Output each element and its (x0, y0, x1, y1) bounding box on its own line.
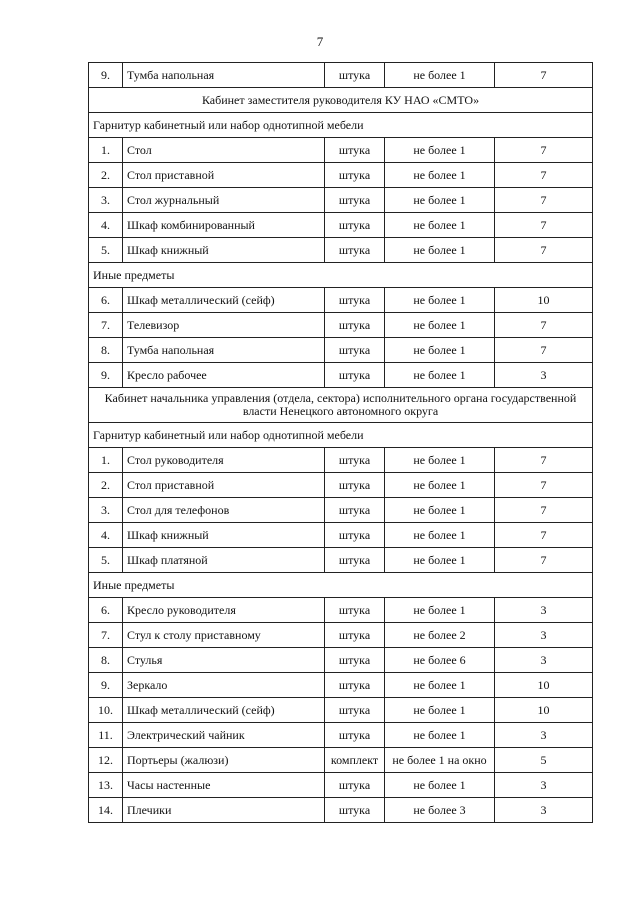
row-number: 3. (89, 188, 123, 213)
section-header-row (89, 88, 593, 113)
row-number: 2. (89, 473, 123, 498)
unit-of-measure: штука (325, 498, 385, 523)
service-life-years: 5 (495, 748, 593, 773)
quantity-limit: не более 1 (385, 363, 495, 388)
table-row (89, 138, 593, 163)
service-life-years: 7 (495, 188, 593, 213)
quantity-limit: не более 1 (385, 523, 495, 548)
table-row (89, 698, 593, 723)
section-title: Кабинет начальника управления (отдела, сектора) исполнительного органа государственной власти Ненецкого автономного округа (89, 388, 593, 423)
item-name: Шкаф книжный (123, 238, 325, 263)
row-number: 8. (89, 648, 123, 673)
quantity-limit: не более 1 на окно (385, 748, 495, 773)
group-title: Гарнитур кабинетный или набор однотипной мебели (89, 423, 593, 448)
group-title: Иные предметы (89, 573, 593, 598)
row-number: 2. (89, 163, 123, 188)
table-row (89, 548, 593, 573)
service-life-years: 7 (495, 523, 593, 548)
quantity-limit: не более 1 (385, 213, 495, 238)
row-number: 14. (89, 798, 123, 823)
quantity-limit: не более 1 (385, 338, 495, 363)
service-life-years: 10 (495, 673, 593, 698)
item-name: Шкаф комбинированный (123, 213, 325, 238)
row-number: 1. (89, 448, 123, 473)
unit-of-measure: штука (325, 313, 385, 338)
service-life-years: 3 (495, 773, 593, 798)
table-row (89, 648, 593, 673)
service-life-years: 7 (495, 313, 593, 338)
item-name: Стол журнальный (123, 188, 325, 213)
table-row (89, 363, 593, 388)
group-header-row (89, 573, 593, 598)
item-name: Тумба напольная (123, 63, 325, 88)
unit-of-measure: штука (325, 623, 385, 648)
service-life-years: 7 (495, 163, 593, 188)
table-row (89, 523, 593, 548)
item-name: Шкаф металлический (сейф) (123, 698, 325, 723)
unit-of-measure: комплект (325, 748, 385, 773)
table-row (89, 448, 593, 473)
table-row (89, 313, 593, 338)
row-number: 7. (89, 313, 123, 338)
item-name: Кресло руководителя (123, 598, 325, 623)
unit-of-measure: штука (325, 523, 385, 548)
row-number: 4. (89, 213, 123, 238)
table-row (89, 748, 593, 773)
quantity-limit: не более 1 (385, 313, 495, 338)
quantity-limit: не более 1 (385, 598, 495, 623)
service-life-years: 3 (495, 798, 593, 823)
row-number: 1. (89, 138, 123, 163)
page-number: 7 (316, 34, 324, 49)
item-name: Электрический чайник (123, 723, 325, 748)
quantity-limit: не более 1 (385, 673, 495, 698)
unit-of-measure: штука (325, 473, 385, 498)
table-row (89, 338, 593, 363)
item-name: Телевизор (123, 313, 325, 338)
item-name: Стол приставной (123, 473, 325, 498)
service-life-years: 7 (495, 338, 593, 363)
unit-of-measure: штука (325, 213, 385, 238)
row-number: 9. (89, 63, 123, 88)
quantity-limit: не более 1 (385, 473, 495, 498)
unit-of-measure: штука (325, 773, 385, 798)
unit-of-measure: штука (325, 288, 385, 313)
row-number: 5. (89, 548, 123, 573)
row-number: 5. (89, 238, 123, 263)
row-number: 3. (89, 498, 123, 523)
table-row (89, 498, 593, 523)
service-life-years: 7 (495, 213, 593, 238)
quantity-limit: не более 2 (385, 623, 495, 648)
quantity-limit: не более 3 (385, 798, 495, 823)
item-name: Стул к столу приставному (123, 623, 325, 648)
quantity-limit: не более 1 (385, 498, 495, 523)
table-row (89, 723, 593, 748)
quantity-limit: не более 1 (385, 723, 495, 748)
unit-of-measure: штука (325, 673, 385, 698)
service-life-years: 7 (495, 238, 593, 263)
item-name: Кресло рабочее (123, 363, 325, 388)
service-life-years: 7 (495, 448, 593, 473)
service-life-years: 7 (495, 63, 593, 88)
quantity-limit: не более 1 (385, 188, 495, 213)
group-title: Иные предметы (89, 263, 593, 288)
item-name: Стол руководителя (123, 448, 325, 473)
group-title: Гарнитур кабинетный или набор однотипной мебели (89, 113, 593, 138)
unit-of-measure: штука (325, 238, 385, 263)
unit-of-measure: штука (325, 548, 385, 573)
item-name: Шкаф металлический (сейф) (123, 288, 325, 313)
section-title: Кабинет заместителя руководителя КУ НАО «СМТО» (89, 88, 593, 113)
quantity-limit: не более 6 (385, 648, 495, 673)
row-number: 6. (89, 598, 123, 623)
service-life-years: 7 (495, 548, 593, 573)
table-row (89, 773, 593, 798)
row-number: 9. (89, 363, 123, 388)
quantity-limit: не более 1 (385, 548, 495, 573)
group-header-row (89, 113, 593, 138)
unit-of-measure: штука (325, 338, 385, 363)
row-number: 4. (89, 523, 123, 548)
table-row (89, 238, 593, 263)
service-life-years: 3 (495, 598, 593, 623)
service-life-years: 3 (495, 623, 593, 648)
item-name: Шкаф книжный (123, 523, 325, 548)
quantity-limit: не более 1 (385, 63, 495, 88)
unit-of-measure: штука (325, 648, 385, 673)
unit-of-measure: штука (325, 188, 385, 213)
service-life-years: 10 (495, 698, 593, 723)
item-name: Часы настенные (123, 773, 325, 798)
row-number: 6. (89, 288, 123, 313)
table-row (89, 163, 593, 188)
group-header-row (89, 263, 593, 288)
item-name: Портьеры (жалюзи) (123, 748, 325, 773)
item-name: Стол для телефонов (123, 498, 325, 523)
service-life-years: 7 (495, 498, 593, 523)
section-header-row (89, 388, 593, 423)
unit-of-measure: штука (325, 598, 385, 623)
table-row (89, 63, 593, 88)
unit-of-measure: штука (325, 723, 385, 748)
table-body (89, 63, 593, 823)
quantity-limit: не более 1 (385, 448, 495, 473)
row-number: 13. (89, 773, 123, 798)
unit-of-measure: штука (325, 138, 385, 163)
table-row (89, 673, 593, 698)
table-row (89, 188, 593, 213)
quantity-limit: не более 1 (385, 773, 495, 798)
service-life-years: 10 (495, 288, 593, 313)
row-number: 12. (89, 748, 123, 773)
item-name: Зеркало (123, 673, 325, 698)
row-number: 10. (89, 698, 123, 723)
item-name: Шкаф платяной (123, 548, 325, 573)
row-number: 9. (89, 673, 123, 698)
table-row (89, 623, 593, 648)
item-name: Стол приставной (123, 163, 325, 188)
row-number: 11. (89, 723, 123, 748)
unit-of-measure: штука (325, 163, 385, 188)
unit-of-measure: штука (325, 698, 385, 723)
unit-of-measure: штука (325, 63, 385, 88)
table-row (89, 798, 593, 823)
row-number: 7. (89, 623, 123, 648)
quantity-limit: не более 1 (385, 698, 495, 723)
service-life-years: 3 (495, 648, 593, 673)
item-name: Стулья (123, 648, 325, 673)
service-life-years: 7 (495, 138, 593, 163)
furniture-norms-table (88, 62, 593, 823)
quantity-limit: не более 1 (385, 163, 495, 188)
table-row (89, 213, 593, 238)
table-row (89, 473, 593, 498)
group-header-row (89, 423, 593, 448)
item-name: Плечики (123, 798, 325, 823)
service-life-years: 3 (495, 363, 593, 388)
table-row (89, 288, 593, 313)
table-row (89, 598, 593, 623)
item-name: Тумба напольная (123, 338, 325, 363)
service-life-years: 3 (495, 723, 593, 748)
unit-of-measure: штука (325, 448, 385, 473)
quantity-limit: не более 1 (385, 238, 495, 263)
service-life-years: 7 (495, 473, 593, 498)
quantity-limit: не более 1 (385, 288, 495, 313)
item-name: Стол (123, 138, 325, 163)
unit-of-measure: штука (325, 798, 385, 823)
unit-of-measure: штука (325, 363, 385, 388)
quantity-limit: не более 1 (385, 138, 495, 163)
row-number: 8. (89, 338, 123, 363)
